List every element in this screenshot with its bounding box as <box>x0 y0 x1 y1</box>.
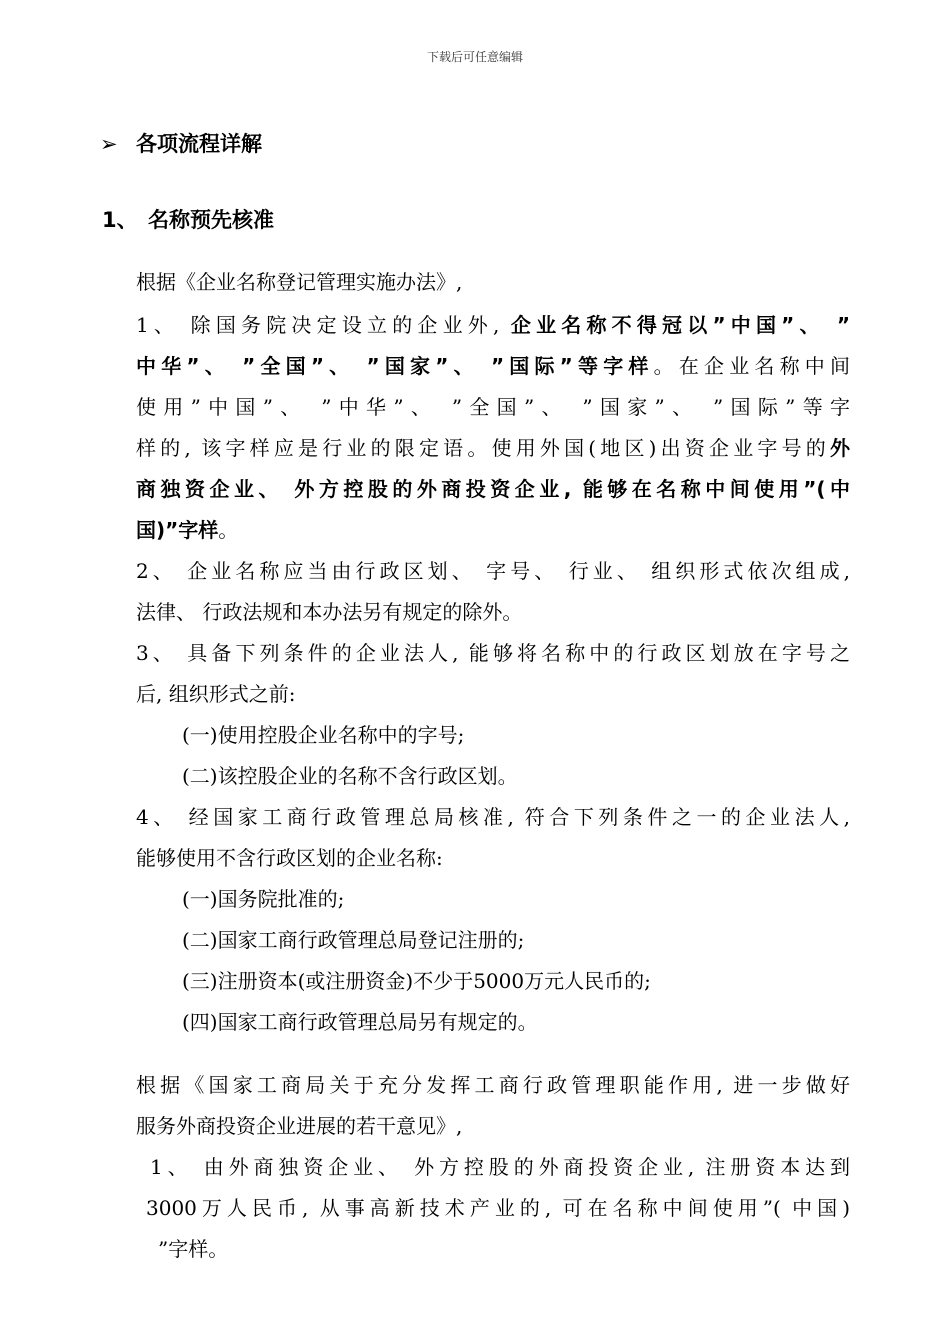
list-item: (一)使用控股企业名称中的字号; <box>182 723 465 747</box>
arrow-bullet-icon: ➢ <box>100 132 118 156</box>
bold-text-run: 中华”、 ”全国”、 ”国家”、 ”国际”等字样 <box>136 354 654 378</box>
paragraph-line <box>136 310 850 340</box>
paragraph-line: 根据《国家工商局关于充分发挥工商行政管理职能作用, 进一步做好 <box>136 1073 850 1097</box>
paragraph-line: 3、 具备下列条件的企业法人, 能够将名称中的行政区划放在字号之 <box>136 641 850 665</box>
paragraph-line <box>136 351 850 381</box>
paragraph-line <box>136 515 850 545</box>
paragraph-line: 后, 组织形式之前: <box>136 682 296 706</box>
paragraph-line: 使用”中国”、 ”中华”、 ”全国”、 ”国家”、 ”国际”等字 <box>136 395 850 419</box>
subsection-title: 名称预先核准 <box>148 208 274 232</box>
bold-text-run: 国)”字样 <box>136 518 219 542</box>
paragraph-line: 根据《企业名称登记管理实施办法》, <box>136 270 463 294</box>
list-item: (二)国家工商行政管理总局登记注册的; <box>182 928 525 952</box>
paragraph-line: 能够使用不含行政区划的企业名称: <box>136 846 443 870</box>
text-run: 1、 除国务院决定设立的企业外, <box>136 313 500 337</box>
paragraph-line: 2、 企业名称应当由行政区划、 字号、 行业、 组织形式依次组成, <box>136 559 850 583</box>
paragraph-line <box>136 433 850 463</box>
subsection-number: 1、 <box>102 208 138 232</box>
bold-text-run: 外 <box>830 436 850 460</box>
paragraph-line: 法律、 行政法规和本办法另有规定的除外。 <box>136 600 523 624</box>
paragraph-line: 商独资企业、 外方控股的外商投资企业, 能够在名称中间使用”(中 <box>136 477 850 501</box>
subsection-heading <box>102 204 274 234</box>
paragraph-line: 3000万人民币, 从事高新技术产业的, 可在名称中间使用”( 中国) <box>146 1196 850 1220</box>
text-run: 样的, 该字样应是行业的限定语。使用外国(地区)出资企业字号的 <box>136 436 830 460</box>
section-heading <box>100 128 262 158</box>
text-run: 。在企业名称中间 <box>653 354 851 378</box>
page-header: 下载后可任意编辑 <box>426 50 523 64</box>
paragraph-line: 1、 由外商独资企业、 外方控股的外商投资企业, 注册资本达到 <box>150 1155 850 1179</box>
section-title: 各项流程详解 <box>136 132 262 156</box>
list-item: (三)注册资本(或注册资金)不少于5000万元人民币的; <box>182 969 651 993</box>
paragraph-line: 4、 经国家工商行政管理总局核准, 符合下列条件之一的企业法人, <box>136 805 850 829</box>
paragraph-line: ”字样。 <box>158 1237 229 1261</box>
list-item: (一)国务院批准的; <box>182 887 345 911</box>
bold-text-run: 企业名称不得冠以”中国”、 ” <box>510 313 851 337</box>
text-run: 。 <box>218 518 239 542</box>
paragraph-line: 服务外商投资企业进展的若干意见》, <box>136 1114 463 1138</box>
list-item: (四)国家工商行政管理总局另有规定的。 <box>182 1010 538 1034</box>
list-item: (二)该控股企业的名称不含行政区划。 <box>182 764 518 788</box>
